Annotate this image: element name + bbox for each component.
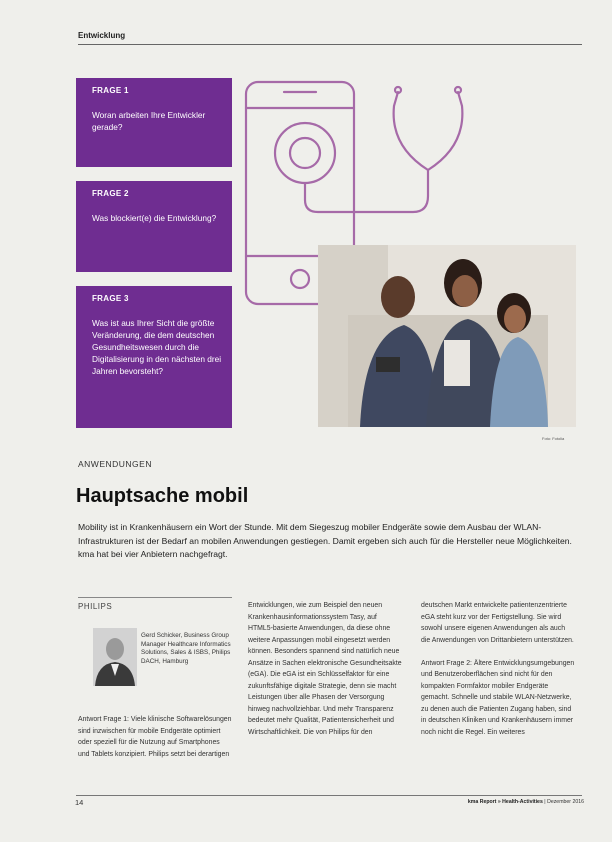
question-label: FRAGE 2 bbox=[92, 189, 129, 198]
family-photo bbox=[318, 245, 576, 427]
kicker: ANWENDUNGEN bbox=[78, 459, 152, 469]
portrait-caption: Gerd Schicker, Business Group Manager Healthcare Informatics Solutions, Sales & ISBS, Philips DACH, Hamburg bbox=[141, 632, 231, 665]
photo-credit: Foto: Fotolia bbox=[542, 436, 565, 441]
question-text: Was ist aus Ihrer Sicht die größte Veränderung, die dem deutschen Gesundheitswesen durch die Digitalisierung in den nächsten drei Jahren bevorsteht? bbox=[92, 318, 222, 376]
company-name: PHILIPS bbox=[78, 602, 113, 611]
footer-divider bbox=[76, 795, 582, 796]
question-text: Was blockiert(e) die Entwicklung? bbox=[92, 213, 217, 223]
question-text: Woran arbeiten Ihre Entwickler gerade? bbox=[92, 110, 206, 132]
top-divider bbox=[78, 44, 582, 45]
body-column-2: Entwicklungen, wie zum Beispiel den neuen Krankenhausinformationssystem Tasy, auf HTML5-basierte Anwendungen, da diese ohne weitere Anpassungen mobil eingesetzt werden können. Besonders spannend sind natürlich neue Ansätze in Sachen elektronische Gesundheitsakte (eGA). Die eGA ist ein Schlüsselfaktor für eine zukunftsfähige digitale Strategie, denn sie macht Leistungen über alle Phasen der Versorgung hinweg nachvollziehbar. Und mehr Transparenz bedeutet mehr Qualität, Patientensicherheit und Wirtschaftlichkeit. Die von Philips für den bbox=[248, 602, 402, 736]
footer-publication: kma Report » Health-Activities bbox=[467, 799, 543, 805]
section-label: Entwicklung bbox=[78, 31, 126, 40]
stethoscope-chestpiece-icon bbox=[275, 123, 335, 183]
question-box-2 bbox=[76, 181, 232, 272]
portrait-photo bbox=[93, 628, 137, 686]
stethoscope-tube-icon bbox=[394, 92, 428, 170]
brand-divider bbox=[78, 597, 232, 598]
question-label: FRAGE 1 bbox=[92, 86, 129, 95]
footer-issue: Dezember 2016 bbox=[547, 799, 584, 805]
body-column-3: deutschen Markt entwickelte patientenzentrierte eGA steht kurz vor der Fertigstellung. Sie wird sowohl unsere eigenen Anwendungen als auch die Anwendungen von Drittanbietern unterstützen. Antwort Frage 2: Ältere Entwicklungsumgebungen und Benutzeroberflächen sind nicht für den kompakten Formfaktor mobiler Endgeräte gemacht. Schnelle und stabile WLAN-Netzwerke, zu denen auch die Patienten Zugang haben, sind in deutschen Kliniken und Krankenhäusern immer noch nicht die Regel. Ein weiteres bbox=[421, 602, 575, 736]
question-box-3 bbox=[76, 286, 232, 428]
footer-separator: | bbox=[544, 799, 548, 805]
question-label: FRAGE 3 bbox=[92, 294, 129, 303]
page-number: 14 bbox=[75, 798, 84, 807]
photo-image bbox=[318, 245, 576, 427]
footer-info bbox=[468, 799, 584, 805]
lead-paragraph: Mobility ist in Krankenhäusern ein Wort der Stunde. Mit dem Siegeszug mobiler Endgeräte sowie dem Ausbau der WLAN-Infrastrukturen ist der Bedarf an mobilen Anwendungen gestiegen. Damit ergeben sich auch für die Hersteller neue Möglichkeiten. kma hat bei vier Anbietern nachgefragt. bbox=[78, 522, 572, 559]
portrait-image bbox=[93, 628, 137, 686]
headline: Hauptsache mobil bbox=[76, 485, 249, 507]
question-box-1 bbox=[76, 78, 232, 167]
body-column-1: Antwort Frage 1: Viele klinische Softwarelösungen sind inzwischen für mobile Endgeräte optimiert oder speziell für die Nutzung auf Smartphones und Tablets konzipiert. Philips setzt bei derartigen bbox=[78, 716, 232, 758]
